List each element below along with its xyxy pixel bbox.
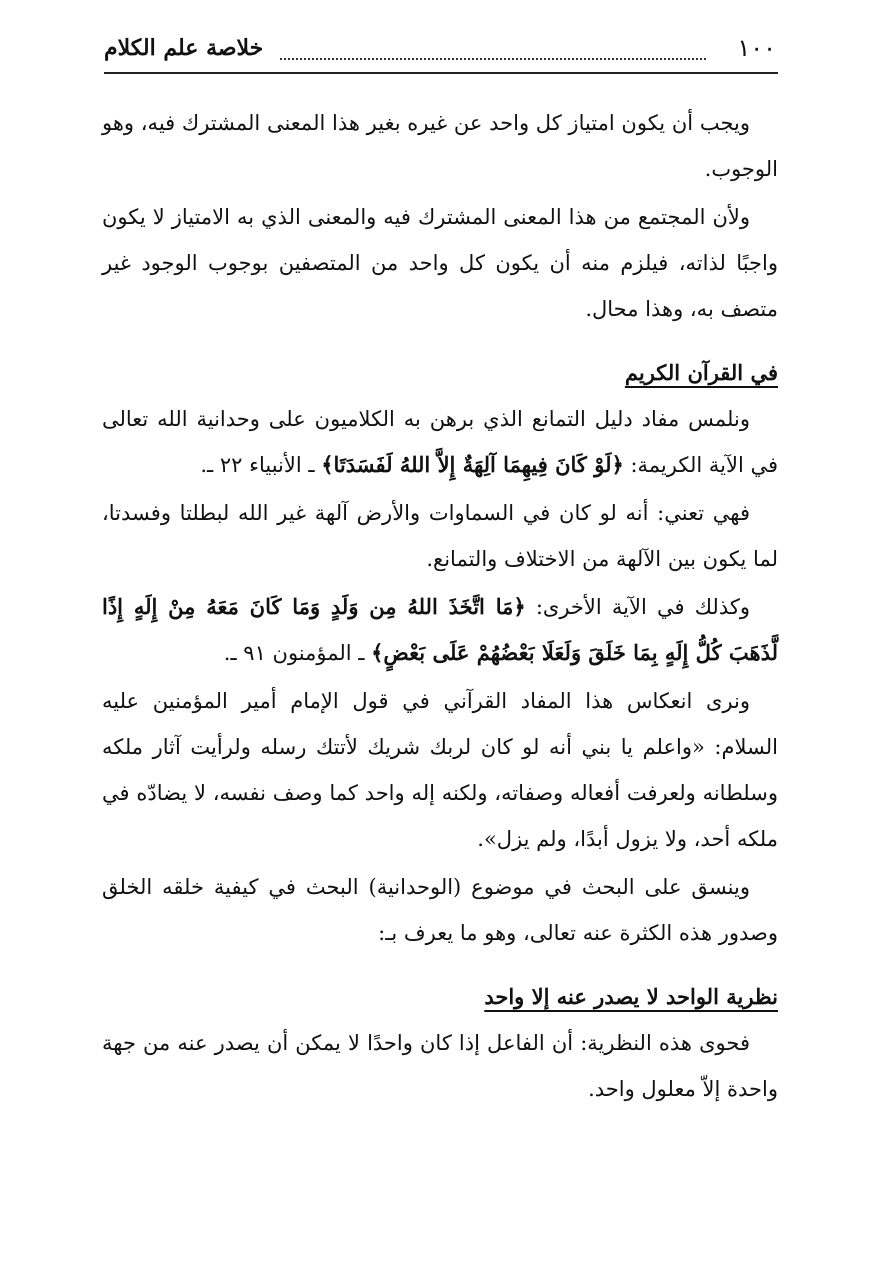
book-title: خلاصة علم الكلام: [104, 35, 264, 61]
verse-reference: ـ المؤمنون ٩١ ـ.: [223, 641, 372, 665]
section-heading: نظرية الواحد لا يصدر عنه إلا واحد: [484, 984, 778, 1009]
paragraph: [102, 396, 778, 488]
verse-reference: ـ الأنبياء ٢٢ ـ.: [200, 453, 322, 477]
paragraph: ولأن المجتمع من هذا المعنى المشترك فيه والمعنى الذي به الامتياز لا يكون واجبًا لذاته، فيلزم منه أن يكون كل واحد من المتصفين بوجوب الوجود غير متصف به، وهذا محال.: [102, 205, 778, 321]
paragraph: [102, 584, 778, 676]
running-header: [104, 32, 778, 74]
page-body: [102, 100, 778, 1114]
paragraph: فحوى هذه النظرية: أن الفاعل إذا كان واحدًا لا يمكن أن يصدر عنه من جهة واحدة إلاّ معلول واحد.: [102, 1031, 778, 1101]
quran-verse: ﴿لَوْ كَانَ فِيهِمَا آلِهَةٌ إِلاَّ اللهُ لَفَسَدَتَا﴾: [321, 452, 624, 477]
header-dot-leader: [280, 38, 706, 60]
quran-verse: ﴿مَا اتَّخَذَ اللهُ مِن وَلَدٍ وَمَا كَانَ مَعَهُ مِنْ إِلَهٍ إِذًا لَّذَهَبَ كُلُّ إِلَهٍ بِمَا خَلَقَ وَلَعَلَا بَعْضُهُمْ عَلَى بَعْضٍ﴾: [102, 594, 778, 665]
paragraph-text: ونلمس مفاد دليل التمانع الذي برهن به الكلاميون على وحدانية الله تعالى في الآية الكريمة:: [102, 407, 778, 477]
paragraph: فهي تعني: أنه لو كان في السماوات والأرض آلهة غير الله لبطلتا وفسدتا، لما يكون بين الآلهة من الاختلاف والتمانع.: [102, 501, 778, 571]
paragraph: ونرى انعكاس هذا المفاد القرآني في قول الإمام أمير المؤمنين عليه السلام: «واعلم يا بني أنه لو كان لربك شريك لأتتك رسله ولرأيت آثار ملكه وسلطانه ولعرفت أفعاله وصفاته، ولكنه إله واحد كما وصف نفسه، لا يضادّه في ملكه أحد، ولا يزول أبدًا، ولم يزل».: [102, 689, 778, 851]
paragraph: ويجب أن يكون امتياز كل واحد عن غيره بغير هذا المعنى المشترك فيه، وهو الوجوب.: [102, 111, 778, 181]
paragraph-text: وكذلك في الآية الأخرى:: [525, 595, 750, 619]
page-number: ١٠٠: [737, 34, 776, 62]
paragraph: وينسق على البحث في موضوع (الوحدانية) البحث في كيفية خلقه الخلق وصدور هذه الكثرة عنه تعالى، وهو ما يعرف بـ:: [102, 875, 778, 945]
section-heading: في القرآن الكريم: [624, 360, 778, 385]
